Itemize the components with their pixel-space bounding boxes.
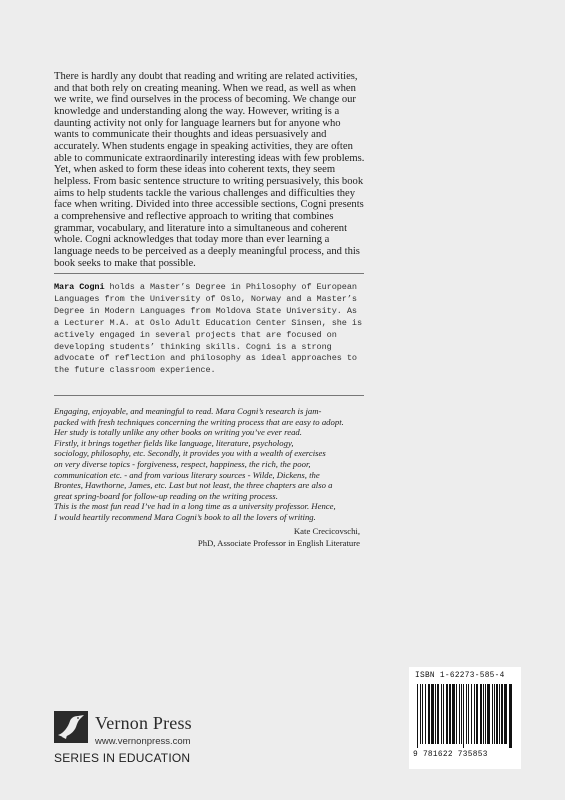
review-quote xyxy=(54,406,374,523)
review-line: Her study is totally unlike any other books on writing you’ve ever read. xyxy=(54,427,302,438)
barcode-bar xyxy=(461,684,462,744)
barcode-bar xyxy=(441,684,442,744)
bird-logo-icon xyxy=(54,711,88,743)
barcode-bar xyxy=(501,684,503,744)
review-line: Engaging, enjoyable, and meaningful to read. Mara Cogni’s research is jam- xyxy=(54,406,322,416)
author-bio xyxy=(54,282,366,377)
barcode-bar xyxy=(431,684,434,744)
review-line: Firstly, it brings together fields like language, literature, psychology, xyxy=(54,437,294,448)
barcode-bar xyxy=(452,684,455,744)
barcode-bar xyxy=(420,684,421,744)
reviewer-title: PhD, Associate Professor in English Literature xyxy=(197,538,360,548)
isbn-barcode-box xyxy=(409,667,521,769)
review-line: sociology, philosophy, etc. Secondly, it provides you with a wealth of exercises xyxy=(54,448,326,459)
review-line: great spring-board for follow-up reading on the writing process. xyxy=(54,490,278,501)
barcode-bar xyxy=(446,684,448,744)
barcode-bar xyxy=(494,684,495,744)
barcode-bar xyxy=(509,684,512,748)
author-name: Mara Cogni xyxy=(54,282,105,292)
review-line: This is the most fun read I’ve had in a long time as a university professor. Hence, xyxy=(54,501,336,512)
barcode-bar xyxy=(456,684,457,744)
barcode-digits: 9 781622 735853 xyxy=(413,751,488,759)
isbn-number: ISBN 1-62273-585-4 xyxy=(415,672,505,680)
barcode-bar xyxy=(417,684,418,748)
barcode-bar xyxy=(476,684,478,744)
publisher-name: Vernon Press xyxy=(95,713,192,733)
barcode-bar xyxy=(422,684,423,744)
barcode-bar xyxy=(463,684,464,748)
barcode-bar xyxy=(468,684,469,744)
barcode-bar xyxy=(435,684,436,744)
barcode-bar xyxy=(496,684,498,744)
barcode-bar xyxy=(466,684,467,744)
review-line: communication etc. - and from various literary sources - Wilde, Dickens, the xyxy=(54,469,320,480)
barcode-bar xyxy=(504,684,507,744)
barcode-bar xyxy=(485,684,486,744)
review-line: packed with fresh techniques concerning the writing process that are easy to adopt. xyxy=(54,416,344,427)
review-line: on very diverse topics - forgiveness, respect, happiness, the rich, the poor, xyxy=(54,458,311,469)
barcode-bar xyxy=(459,684,460,744)
blurb-text: There is hardly any doubt that reading and writing are related activities, and that both rely on creating meaning. When we read, as well as when we write, we find ourselves in the process of becoming. We change our knowledge and understanding along the way. However, writing is a daunting activity not only for language learners but for anyone who wants to communicate their thoughts and ideas persuasively and accurately. When students engage in speaking activities, they are often able to communicate extraordinarily interesting ideas with few problems. Yet, when asked to form these ideas into coherent texts, they seem helpless. From basic sentence structure to writing persuasively, this book aims to help students tackle the various challenges and difficulties they face when writing. Divided into three accessible sections, Cogni presents a comprehensive and reflective approach to writing that combines grammar, vocabulary, and literature into a simultaneous and coherent whole. Cogni acknowledges that today more than ever learning a language needs to be perceived as a deeply meaningful process, and this book seeks to make that possible. xyxy=(54,71,365,269)
barcode-bar xyxy=(449,684,451,744)
barcode-bar xyxy=(487,684,490,744)
barcode-bar xyxy=(471,684,472,744)
barcode-bar xyxy=(425,684,426,744)
barcode xyxy=(415,684,515,748)
barcode-bar xyxy=(428,684,430,744)
barcode-bar xyxy=(437,684,439,744)
barcode-bar xyxy=(480,684,482,744)
publisher-url: www.vernonpress.com xyxy=(95,736,191,747)
series-label: SERIES IN EDUCATION xyxy=(54,751,191,765)
barcode-bar xyxy=(492,684,493,744)
barcode-bar xyxy=(499,684,500,744)
barcode-bar xyxy=(474,684,475,744)
barcode-bar xyxy=(483,684,484,744)
review-line: I would heartily recommend Mara Cogni’s book to all the lovers of writing. xyxy=(54,511,316,522)
barcode-bar xyxy=(443,684,444,744)
author-bio-text: holds a Master’s Degree in Philosophy of European Languages from the University of Oslo, Norway and a Master’s Degree in Modern Languages from Moldova State University. As a Lecturer M.A. at Oslo Adult Education Center Sinsen, she is actively engaged in several projects that are focused on developing students’ thinking skills. Cogni is a strong advocate of reflection and philosophy as ideal approaches to the future classroom experience. xyxy=(54,282,362,376)
divider-top xyxy=(54,273,364,274)
reviewer-name: Kate Crecicovschi, xyxy=(293,526,360,536)
divider-bottom xyxy=(54,395,364,396)
review-line: Brontes, Hawthorne, James, etc. Last but not least, the three chapters are also a xyxy=(54,480,333,491)
